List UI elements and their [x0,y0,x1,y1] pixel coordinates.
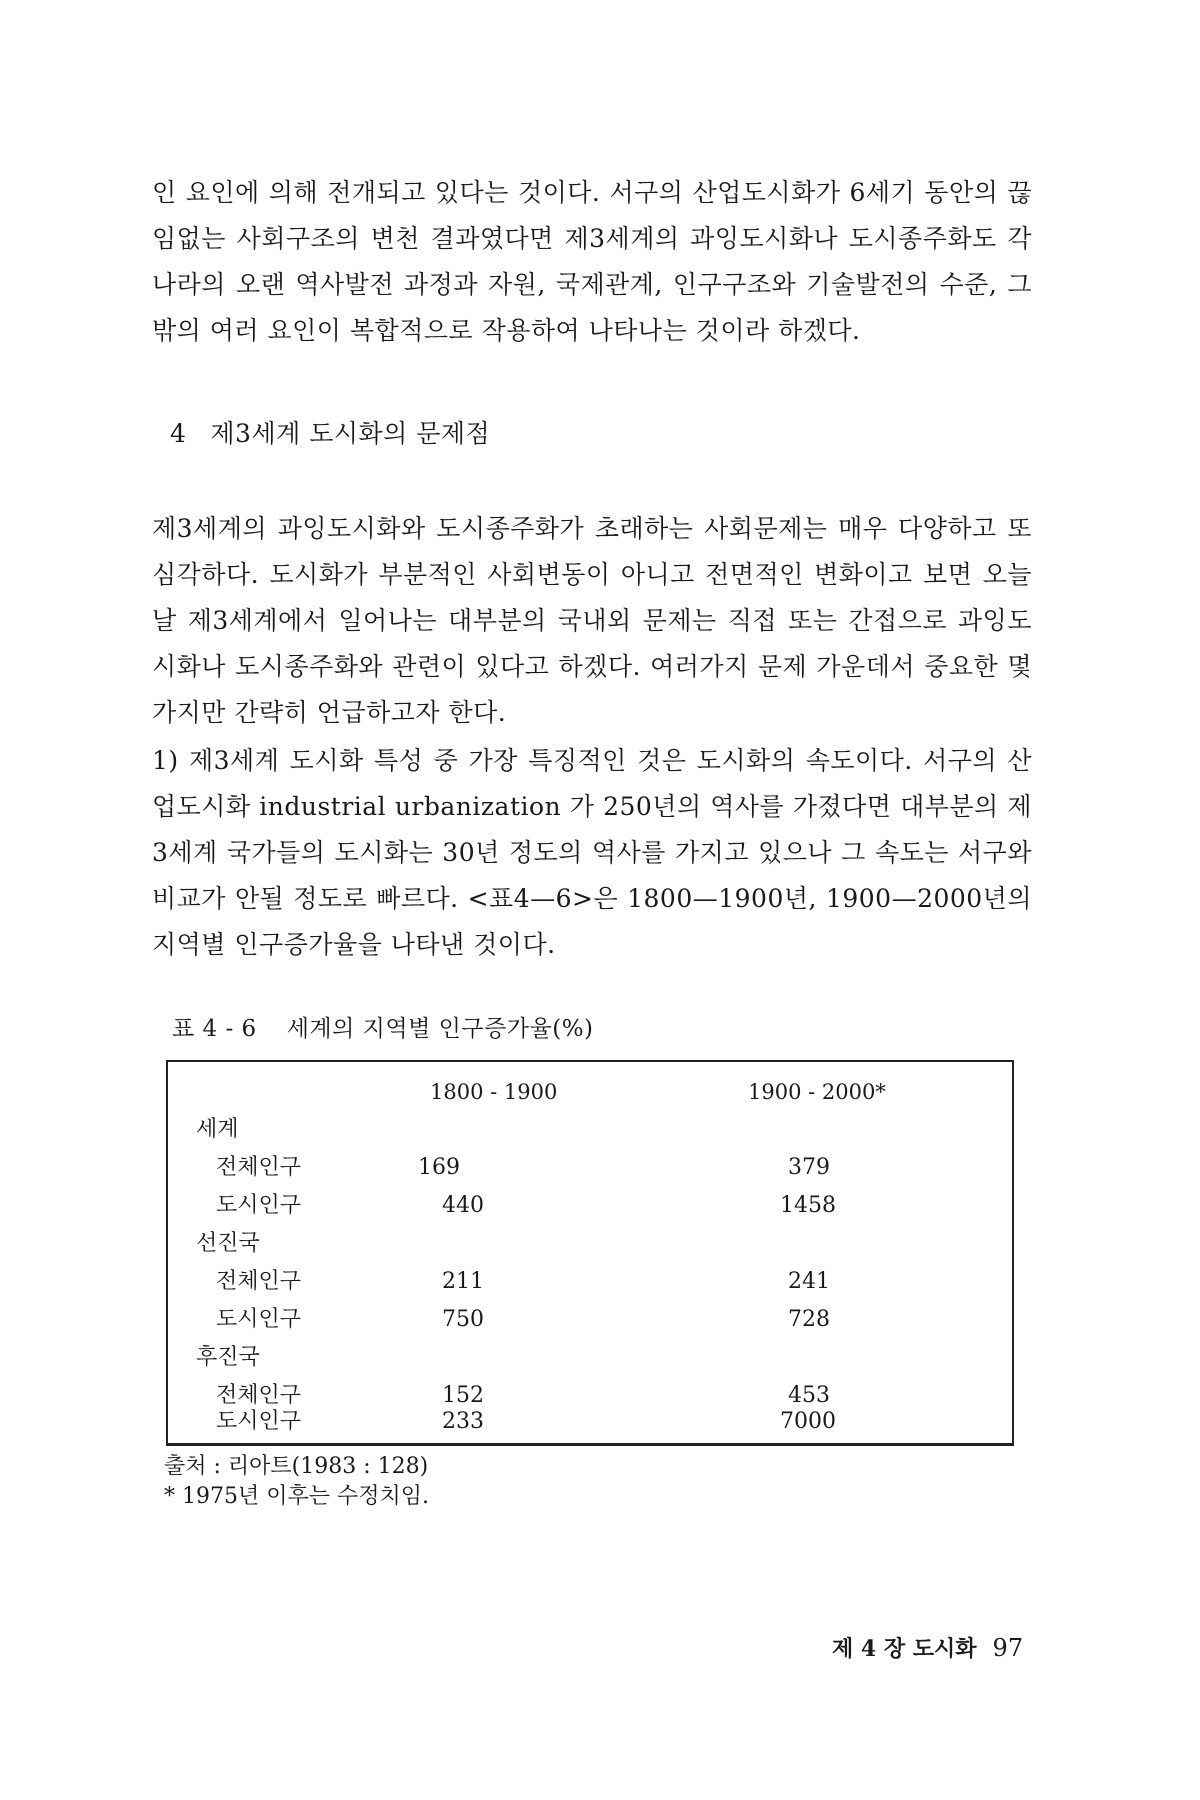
group-row-developed [168,1226,1012,1262]
table-row [168,1302,1012,1338]
row-label: 전체인구 [216,1383,302,1408]
paragraph-text: 1) 제3세계 도시화 특성 중 가장 특징적인 것은 도시화의 속도이다. 서구의 산업도시화 industrial urbanization 가 250년의 역사를 가졌다면 대부분의 제3세계 국가들의 도시화는 30년 정도의 역사를 가지고 있으나 그 속도는 서구와 비교가 안될 정도로 빠르다. <표4—6>은 1800—1900년, 1900—2000년의 지역별 인구증가율을 나타낸 것이다. [152,746,1032,959]
section-heading [170,414,490,450]
paragraph-speed [152,738,1032,968]
row-label: 도시인구 [216,1307,302,1332]
cell-1800-1900: 440 [442,1193,484,1218]
population-growth-table [166,1060,1014,1446]
cell-1800-1900: 750 [442,1307,484,1332]
table-row [168,1404,1012,1440]
cell-1900-2000: 453 [788,1383,830,1408]
table-footnote: * 1975년 이후는 수정치임. [164,1484,429,1509]
table-title: 세계의 지역별 인구증가율(%) [286,1016,594,1042]
cell-1800-1900: 233 [442,1409,484,1434]
paragraph-problems [152,506,1032,736]
row-label: 전체인구 [216,1155,302,1180]
cell-1900-2000: 1458 [780,1193,836,1218]
table-row [168,1188,1012,1224]
row-label: 도시인구 [216,1193,302,1218]
paragraph-intro [152,170,1032,354]
group-label: 선진국 [196,1231,260,1256]
table-row [168,1264,1012,1300]
table-row [168,1150,1012,1186]
group-label: 세계 [196,1117,239,1142]
table-label: 표 4 - 6 [172,1016,257,1042]
page-number: 97 [992,1634,1024,1662]
table-notes [164,1452,429,1512]
column-header-1900-2000: 1900 - 2000* [748,1080,886,1104]
cell-1900-2000: 379 [788,1155,830,1180]
cell-1900-2000: 728 [788,1307,830,1332]
row-label: 전체인구 [216,1269,302,1294]
table-source: 출처 : 리아트(1983 : 128) [164,1454,429,1479]
group-row-world [168,1112,1012,1148]
cell-1900-2000: 241 [788,1269,830,1294]
row-label: 도시인구 [216,1409,302,1434]
cell-1900-2000: 7000 [780,1409,836,1434]
paragraph-text: 인 요인에 의해 전개되고 있다는 것이다. 서구의 산업도시화가 6세기 동안의 끊임없는 사회구조의 변천 결과였다면 제3세계의 과잉도시화나 도시종주화도 각 나라의 오랜 역사발전 과정과 자원, 국제관계, 인구구조와 기술발전의 수준, 그밖의 여러 요인이 복합적으로 작용하여 나타나는 것이라 하겠다. [152,178,1032,345]
cell-1800-1900: 211 [442,1269,484,1294]
section-title: 제3세계 도시화의 문제점 [210,419,491,448]
page-footer [832,1632,1023,1663]
group-label: 후진국 [196,1345,260,1370]
table-caption [172,1010,594,1043]
paragraph-text: 제3세계의 과잉도시화와 도시종주화가 초래하는 사회문제는 매우 다양하고 또 심각하다. 도시화가 부분적인 사회변동이 아니고 전면적인 변화이고 보면 오늘날 제3세계에서 일어나는 대부분의 국내외 문제는 직접 또는 간접으로 과잉도시화나 도시종주화와 관련이 있다고 하겠다. 여러가지 문제 가운데서 중요한 몇가지만 간략히 언급하고자 한다. [152,514,1032,727]
section-number: 4 [170,419,187,448]
cell-1800-1900: 152 [442,1383,484,1408]
chapter-title: 제 4 장 도시화 [832,1636,977,1662]
column-header-1800-1900: 1800 - 1900 [430,1080,558,1104]
cell-1800-1900: 169 [418,1155,460,1180]
group-row-developing [168,1340,1012,1376]
